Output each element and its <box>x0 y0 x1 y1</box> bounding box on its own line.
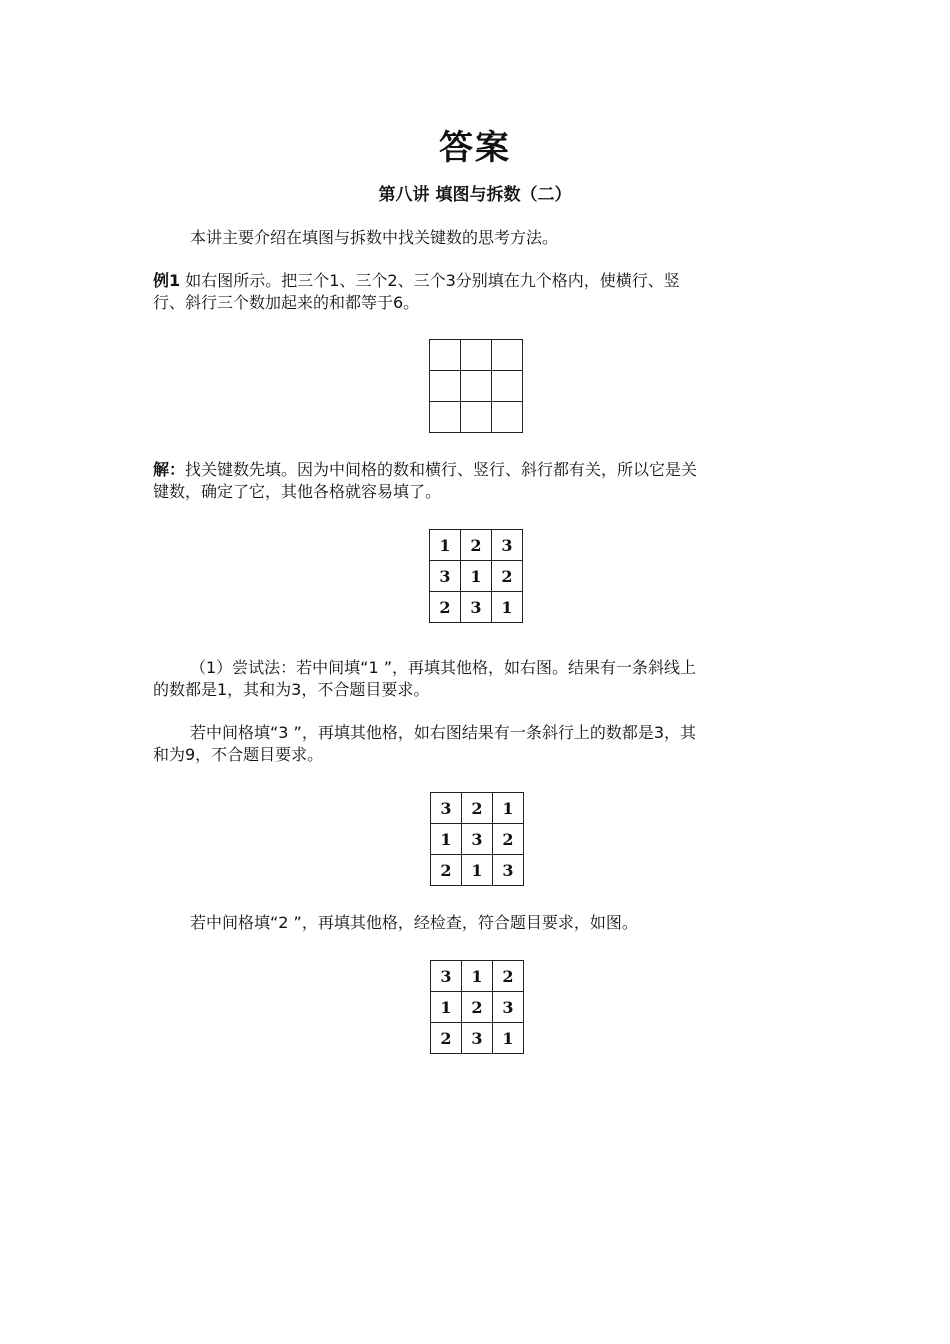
grid-cell: 1 <box>462 855 493 886</box>
solution-text-line1: 找关键数先填。因为中间格的数和横行、竖行、斜行都有关，所以它是关 <box>185 460 698 479</box>
grid-cell: 2 <box>493 824 524 855</box>
grid-cell: 2 <box>431 855 462 886</box>
grid-cell <box>430 402 461 433</box>
example-text-line2: 行、斜行三个数加起来的和都等于6。 <box>153 293 420 312</box>
grid-row <box>431 793 524 824</box>
grid-cell <box>492 402 523 433</box>
trial1-line1: （1）尝试法：若中间填“1 ”，再填其他格，如右图。结果有一条斜线上 <box>190 658 697 677</box>
grid-row <box>430 561 523 592</box>
grid-cell: 2 <box>493 961 524 992</box>
grid-row <box>430 530 523 561</box>
grid-row <box>431 992 524 1023</box>
grid-cell: 3 <box>430 561 461 592</box>
grid-cell: 1 <box>430 530 461 561</box>
grid-cell: 1 <box>431 992 462 1023</box>
grid-row <box>431 961 524 992</box>
grid-row <box>430 402 523 433</box>
grid-row <box>430 592 523 623</box>
grid-row <box>431 1023 524 1054</box>
trial1-paragraph <box>153 657 801 701</box>
grid-row <box>430 371 523 402</box>
grid-cell: 1 <box>461 561 492 592</box>
trial2-line1: 若中间格填“2 ”，再填其他格，经检查，符合题目要求，如图。 <box>190 913 638 932</box>
intro-paragraph <box>153 227 801 249</box>
trial3-line1: 若中间格填“3 ”，再填其他格，如右图结果有一条斜行上的数都是3，其 <box>190 723 697 742</box>
grid-cell <box>461 340 492 371</box>
grid-cell: 3 <box>431 793 462 824</box>
trial3-line2: 和为9，不合题目要求。 <box>153 745 324 764</box>
grid-cell: 3 <box>493 855 524 886</box>
example-label: 例1 <box>153 271 181 290</box>
solution-text-line2: 键数，确定了它，其他各格就容易填了。 <box>153 482 442 501</box>
grid-row <box>431 855 524 886</box>
empty-grid <box>429 339 523 433</box>
grid-cell: 1 <box>462 961 493 992</box>
example-text-line1: 如右图所示。把三个1、三个2、三个3分别填在九个格内，使横行、竖 <box>180 271 680 290</box>
lecture-subtitle: 第八讲 填图与拆数（二） <box>378 185 572 205</box>
grid-cell: 2 <box>492 561 523 592</box>
grid-cell: 2 <box>430 592 461 623</box>
trial3-paragraph <box>153 722 801 766</box>
grid-cell: 3 <box>462 1023 493 1054</box>
grid-cell <box>461 402 492 433</box>
grid-cell: 2 <box>462 992 493 1023</box>
grid-center-3 <box>430 792 524 886</box>
grid-cell: 2 <box>461 530 492 561</box>
grid-cell <box>430 340 461 371</box>
grid-cell: 1 <box>493 793 524 824</box>
grid-row <box>431 824 524 855</box>
grid-center-1 <box>429 529 523 623</box>
grid-row <box>430 340 523 371</box>
grid-center-2 <box>430 960 524 1054</box>
grid-cell: 1 <box>431 824 462 855</box>
grid-cell: 3 <box>492 530 523 561</box>
grid-cell: 3 <box>431 961 462 992</box>
trial2-paragraph <box>153 912 801 934</box>
solution-label: 解： <box>153 460 186 479</box>
page-title: 答案 <box>439 128 511 168</box>
example-paragraph <box>153 270 801 314</box>
intro-text: 本讲主要介绍在填图与拆数中找关键数的思考方法。 <box>190 228 559 247</box>
grid-cell <box>492 340 523 371</box>
grid-cell: 1 <box>493 1023 524 1054</box>
trial1-line2: 的数都是1，其和为3，不合题目要求。 <box>153 680 430 699</box>
grid-cell: 3 <box>462 824 493 855</box>
grid-cell <box>430 371 461 402</box>
grid-cell <box>461 371 492 402</box>
solution-paragraph <box>153 459 801 503</box>
grid-cell: 2 <box>431 1023 462 1054</box>
grid-cell <box>492 371 523 402</box>
grid-cell: 1 <box>492 592 523 623</box>
grid-cell: 3 <box>461 592 492 623</box>
grid-cell: 2 <box>462 793 493 824</box>
grid-cell: 3 <box>493 992 524 1023</box>
